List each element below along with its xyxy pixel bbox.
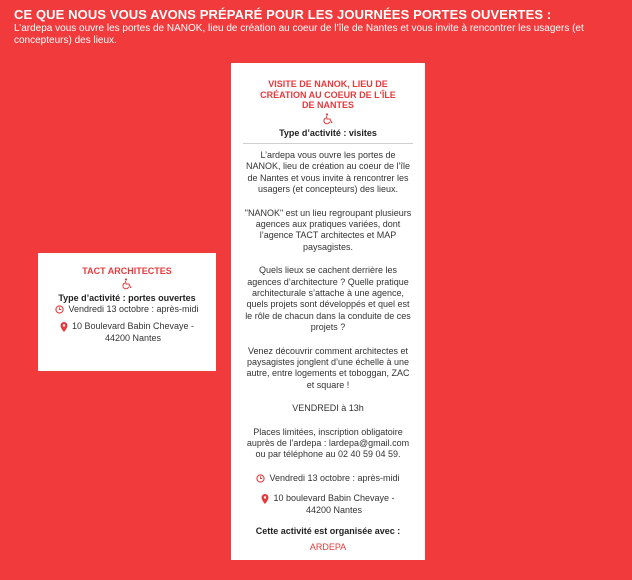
- accessibility-icon: [121, 278, 133, 290]
- map-pin-icon: [60, 322, 68, 332]
- clock-icon: [256, 474, 265, 483]
- event-date: Vendredi 13 octobre : après-midi: [68, 303, 199, 314]
- description-paragraph: L’ardepa vous ouvre les portes de NANOK, lieu de création au coeur de l’île de Nantes et vous invite à rencontrer les usagers (et concepteurs) des lieux.: [245, 149, 411, 195]
- event-date: Vendredi 13 octobre : après-midi: [269, 472, 400, 483]
- description-paragraph: Quels lieux se cachent derrière les agences d’architecture ? Quelle pratique architecturale s’attache à une agence, quels projets sont développés et quel est le rôle de chacun dans la conduite de ces projets ?: [245, 265, 411, 333]
- intro-text: L’ardepa vous ouvre les portes de NANOK, lieu de création au coeur de l’île de Nantes et vous invite à rencontrer les usagers (et concepteurs) des lieux.: [14, 23, 584, 46]
- map-pin-icon: [261, 494, 269, 504]
- card-title[interactable]: VISITE DE NANOK, LIEU DE CRÉATION AU COEUR DE L'ÎLE DE NANTES: [260, 79, 396, 110]
- activity-type: Type d’activité : visites: [279, 127, 377, 138]
- address-line: 10 boulevard Babin Chevaye -: [273, 493, 395, 504]
- organizer-link[interactable]: ARDEPA: [309, 542, 347, 553]
- address-line: 10 Boulevard Babin Chevaye -: [71, 321, 195, 332]
- clock-icon: [55, 305, 64, 314]
- address-city: 44200 Nantes: [305, 504, 363, 515]
- description-paragraph: Venez découvrir comment architectes et paysagistes jonglent d’une échelle à une autre, entre logements et toboggan, ZAC et square !: [246, 345, 410, 390]
- card-title[interactable]: TACT ARCHITECTES: [82, 266, 172, 276]
- date-row: [231, 473, 425, 484]
- schedule-text: VENDREDI à 13h: [292, 403, 364, 414]
- event-card-nanok: [231, 63, 425, 560]
- description-paragraph: "NANOK" est un lieu regroupant plusieurs agences aux pratiques variées, dont l’agence TACT architectes et MAP paysagistes.: [244, 207, 412, 252]
- registration-text: Places limitées, inscription obligatoire auprès de l’ardepa : lardepa@gmail.com ou par téléphone au 02 40 59 04 59.: [246, 426, 410, 460]
- accessibility-icon: [322, 113, 334, 125]
- address-row: [231, 493, 425, 516]
- address-row: [38, 321, 216, 344]
- address-city: 44200 Nantes: [104, 332, 162, 343]
- divider: [243, 143, 413, 144]
- organizer-label: Cette activité est organisée avec :: [255, 526, 401, 537]
- activity-type: Type d’activité : portes ouvertes: [58, 292, 196, 303]
- event-card-tact: [38, 253, 216, 371]
- page-heading: CE QUE NOUS VOUS AVONS PRÉPARÉ POUR LES JOURNÉES PORTES OUVERTES :: [14, 7, 552, 22]
- date-row: [38, 304, 216, 315]
